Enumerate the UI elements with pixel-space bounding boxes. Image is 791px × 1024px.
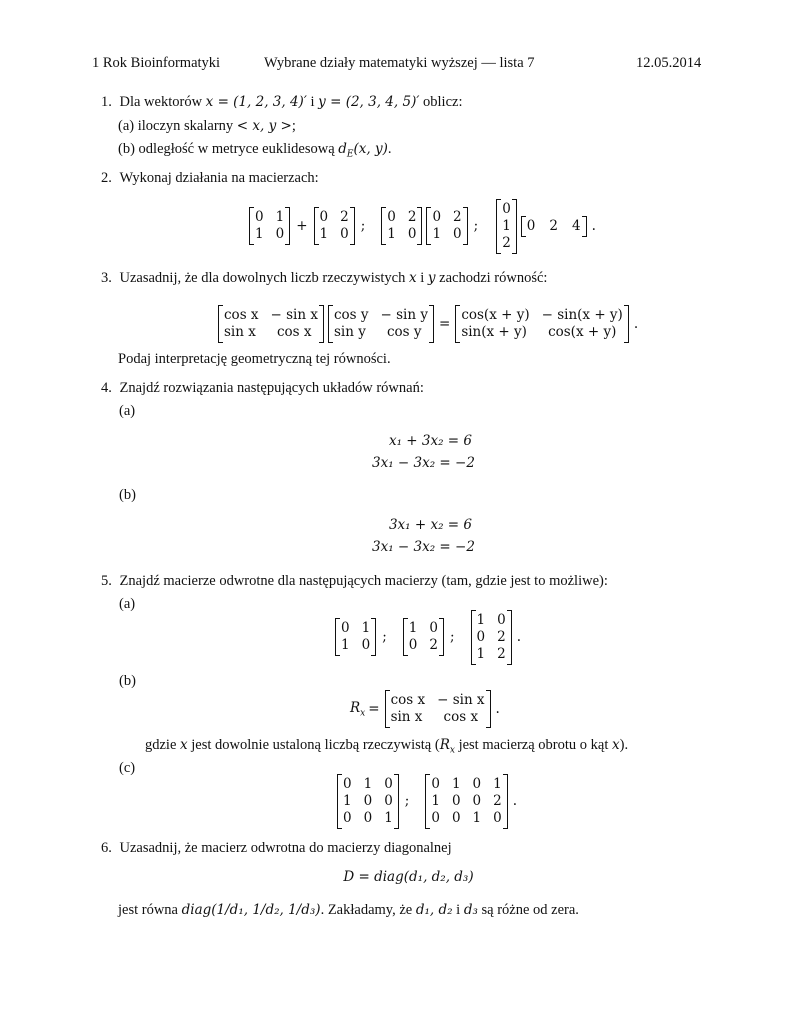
item-label: (a) [118, 118, 135, 134]
problem-text: zachodzi równość: [439, 270, 548, 286]
equals-sign: = [439, 316, 451, 332]
matrices-5a [333, 609, 524, 665]
problem-5 [101, 573, 608, 590]
header-left: 1 Rok Bioinformatyki [92, 55, 221, 71]
matrix: cos(x + y) − sin(x + y) sin(x + y) cos(x + y) [455, 305, 629, 343]
problem-number: 1. [101, 94, 112, 110]
item-label: (a) [119, 596, 136, 612]
problem-text: oblicz: [423, 94, 463, 110]
item-label: (b) [118, 141, 135, 157]
equation: 3x₁ − 3x₂ = −2 [372, 455, 475, 471]
problem-text: Wykonaj działania na macierzach: [119, 170, 319, 186]
problem-text: i [420, 270, 425, 286]
equation-system-b [372, 514, 475, 558]
separator: ; [449, 629, 455, 645]
period: . [516, 629, 521, 645]
rotation-description: gdzie x jest dowolnie ustaloną liczbą rzeczywistą ($R_x$ jest macierzą obrotu o kąt x). [145, 737, 629, 756]
matrix: cos x − sin x sin x cos x [385, 690, 491, 728]
item-label: (b) [119, 487, 136, 503]
matrix: 0 1 0 1 0 0 0 0 1 [337, 774, 399, 829]
matrix: 0 2 1 0 [426, 207, 467, 245]
period: . [495, 701, 500, 717]
math-x: x = (1, 2, 3, 4)′ [205, 94, 307, 110]
matrix: 0 2 1 0 [314, 207, 355, 245]
period: . [512, 793, 518, 809]
separator: ; [382, 629, 387, 645]
math-distance: $d_E(x$, y) [338, 141, 388, 160]
problem-1a [118, 118, 296, 135]
item-label: (a) [119, 403, 136, 419]
math-x: x [408, 270, 417, 286]
problem-text: Znajdź macierze odwrotne dla następujących macierzy (tam, gdzie jest to możliwe): [119, 573, 608, 589]
separator: ; [473, 218, 479, 234]
matrix-operations [247, 198, 599, 254]
problem-number: 4. [101, 380, 112, 396]
problem-2 [101, 170, 319, 187]
header-right: 12.05.2014 [636, 55, 702, 71]
problem-text: i [310, 94, 315, 110]
problem-1 [101, 94, 463, 111]
matrix: 0 1 1 0 [249, 207, 290, 245]
matrix: 0 1 1 0 [335, 618, 376, 656]
separator: ; [360, 218, 366, 234]
period: . [591, 218, 596, 234]
equation-system-a [372, 430, 475, 474]
matrix: cos y − sin y sin y cos y [328, 305, 434, 343]
item-label: (c) [119, 760, 136, 776]
column-vector: 0 1 2 [496, 199, 517, 254]
math-Rx: $R_x$ [350, 699, 366, 719]
equation: 3x₁ − 3x₂ = −2 [372, 539, 475, 555]
math-inner-product: < x, y > [236, 118, 292, 134]
problem-6 [101, 840, 452, 857]
problem-3 [101, 270, 547, 287]
equals-sign: = [368, 701, 380, 717]
problem-text: Dla wektorów [119, 94, 203, 110]
item-text: odległość w metryce euklidesową [138, 141, 335, 157]
rotation-matrix-def [350, 688, 503, 730]
problem-number: 5. [101, 573, 112, 589]
math-y: y [427, 270, 436, 286]
matrix: 1 0 0 2 1 2 [471, 610, 512, 665]
problem-3-followup: Podaj interpretację geometryczną tej równości. [118, 351, 391, 367]
math-y: y = (2, 3, 4, 5)′ [318, 94, 420, 110]
problem-1b [118, 141, 391, 160]
matrix: cos x − sin x sin x cos x [218, 305, 324, 343]
matrix: 1 0 0 2 [403, 618, 444, 656]
punct: ; [291, 118, 296, 134]
problem-text: Uzasadnij, że macierz odwrotna do macierzy diagonalnej [119, 840, 452, 856]
problem-number: 2. [101, 170, 112, 186]
problem-number: 6. [101, 840, 112, 856]
matrix: 0 1 0 1 1 0 0 2 0 0 1 0 [425, 774, 507, 829]
diag-equation: D = diag(d₁, d₂, d₃) [343, 869, 474, 885]
header-center: Wybrane działy matematyki wyższej — lista 7 [264, 55, 535, 71]
problem-number: 3. [101, 270, 112, 286]
period: . [633, 316, 639, 332]
problem-4 [101, 380, 424, 397]
equation: x₁ + 3x₂ = 6 [388, 433, 472, 449]
item-label: (b) [119, 673, 136, 689]
problem-text: Znajdź rozwiązania następujących układów równań: [119, 380, 424, 396]
punct: . [387, 141, 392, 157]
matrices-5c [335, 773, 520, 829]
equation: 3x₁ + x₂ = 6 [388, 517, 472, 533]
separator: ; [404, 793, 410, 809]
row-vector: 0 2 4 [521, 216, 587, 237]
problem-text: Uzasadnij, że dla dowolnych liczb rzeczywistych [119, 270, 406, 286]
problem-6-conclusion: jest równa diag(1/d₁, 1/d₂, 1/d₃). Zakładamy, że d₁, d₂ i d₃ są różne od zera. [118, 902, 579, 918]
matrix: 0 2 1 0 [381, 207, 422, 245]
rotation-identity [216, 303, 641, 345]
item-text: iloczyn skalarny [137, 118, 234, 134]
plus-sign: + [296, 218, 308, 234]
